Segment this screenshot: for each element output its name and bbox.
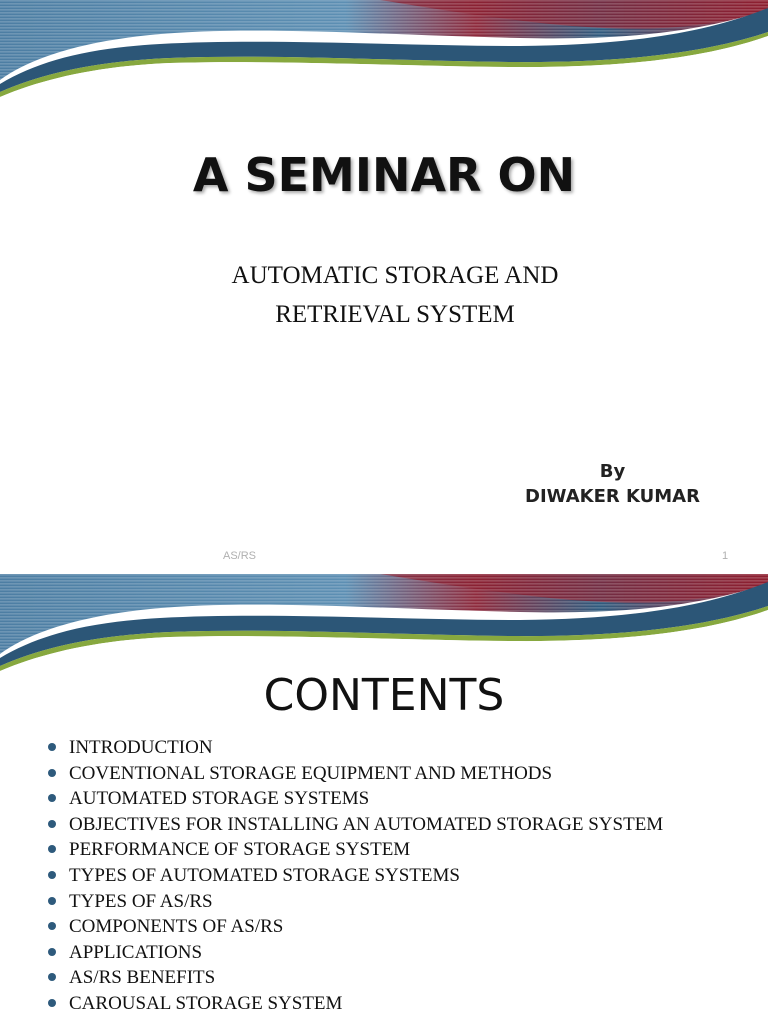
list-item-text: TYPES OF AS/RS [69,890,213,912]
bullet-icon [48,769,56,777]
decorative-wave-banner [0,0,768,100]
slide-subtitle-line-2: RETRIEVAL SYSTEM [275,301,515,328]
list-item-text: PERFORMANCE OF STORAGE SYSTEM [69,839,411,861]
slide-subtitle-line-1: AUTOMATIC STORAGE AND [231,262,559,289]
contents-list [48,738,668,1020]
list-item [48,764,668,783]
by-label: By [599,461,626,482]
list-item [48,968,668,987]
bullet-icon [48,743,56,751]
list-item [48,917,668,936]
bullet-icon [48,922,56,930]
decorative-wave-banner [0,574,768,674]
slide-2 [0,574,768,1024]
list-item-text: INTRODUCTION [69,737,213,758]
list-item [48,892,668,911]
list-item-text: APPLICATIONS [69,941,203,963]
list-item [48,738,668,757]
bullet-icon [48,999,56,1007]
list-item [48,943,668,962]
list-item-text: COMPONENTS OF AS/RS [69,916,284,938]
list-item [48,789,668,808]
bullet-icon [48,845,56,853]
list-item [48,994,668,1013]
bullet-icon [48,794,56,802]
list-item [48,815,668,834]
slide-title: A SEMINAR ON [192,148,576,202]
author-name: DIWAKER KUMAR [525,486,700,507]
list-item [48,840,668,859]
list-item-text: AS/RS BENEFITS [69,967,216,989]
contents-title: CONTENTS [263,670,505,721]
list-item-text: COVENTIONAL STORAGE EQUIPMENT AND METHODS [69,762,553,784]
list-item [48,866,668,885]
slide-footer-text: AS/RS [223,550,257,562]
list-item-text: OBJECTIVES FOR INSTALLING AN AUTOMATED STORAGE SYSTEM [69,813,664,835]
bullet-icon [48,973,56,981]
list-item-text: CAROUSAL STORAGE SYSTEM [69,992,343,1014]
bullet-icon [48,820,56,828]
bullet-icon [48,871,56,879]
list-item-text: TYPES OF AUTOMATED STORAGE SYSTEMS [69,864,460,886]
slide-page-number: 1 [722,550,729,562]
list-item-text: AUTOMATED STORAGE SYSTEMS [69,788,370,810]
bullet-icon [48,948,56,956]
bullet-icon [48,897,56,905]
